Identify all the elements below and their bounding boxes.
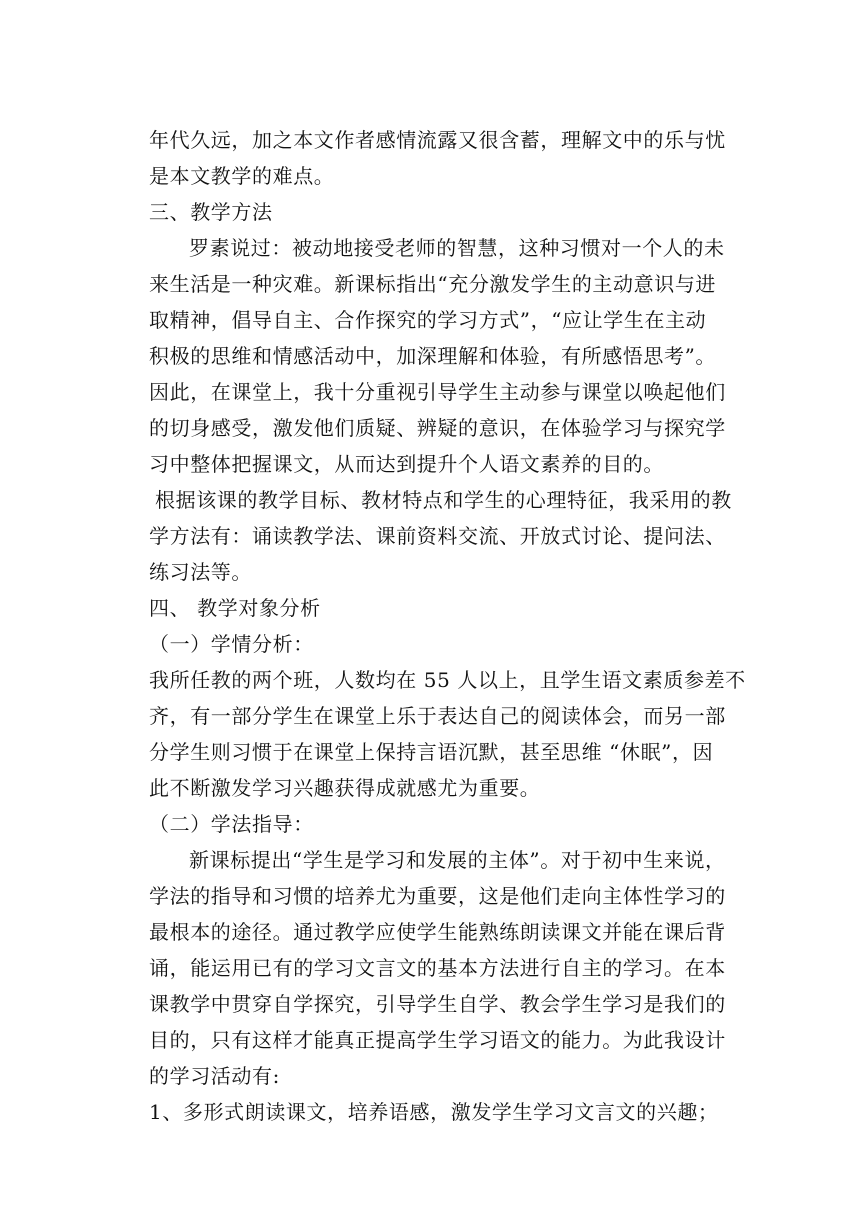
subsection-heading: （二）学法指导： (149, 812, 314, 836)
list-item: 1、多形式朗读课文，培养语感，激发学生学习文言文的兴趣； (149, 1100, 719, 1124)
text-line: 习中整体把握课文，从而达到提升个人语文素养的目的。 (149, 452, 664, 476)
text-line: 罗素说过：被动地接受老师的智慧，这种习惯对一个人的未 (189, 236, 725, 260)
text-line: 根据该课的教学目标、教材特点和学生的心理特征，我采用的教 (155, 488, 732, 512)
text-line: 年代久远，加之本文作者感情流露又很含蓄，理解文中的乐与忧 (149, 128, 726, 152)
text-line: 学方法有：诵读教学法、课前资料交流、开放式讨论、提问法、 (149, 524, 726, 548)
text-line: 课教学中贯穿自学探究，引导学生自学、教会学生学习是我们的 (149, 992, 726, 1016)
section-heading: 三、教学方法 (149, 200, 273, 224)
text-line: 最根本的途径。通过教学应使学生能熟练朗读课文并能在课后背 (149, 920, 726, 944)
text-line: 因此，在课堂上，我十分重视引导学生主动参与课堂以唤起他们 (149, 380, 726, 404)
text-line: 目的，只有这样才能真正提高学生学习语文的能力。为此我设计 (149, 1028, 726, 1052)
text-line: 学法的指导和习惯的培养尤为重要，这是他们走向主体性学习的 (149, 884, 726, 908)
text-line: 的切身感受，激发他们质疑、辨疑的意识，在体验学习与探究学 (149, 416, 726, 440)
text-line: 取精神，倡导自主、合作探究的学习方式”，“应让学生在主动 (149, 308, 707, 332)
text-line: 此不断激发学习兴趣获得成就感尤为重要。 (149, 776, 541, 800)
text-line: 积极的思维和情感活动中，加深理解和体验，有所感悟思考”。 (149, 344, 717, 368)
text-line: 的学习活动有: (149, 1064, 280, 1088)
text-line: 分学生则习惯于在课堂上保持言语沉默，甚至思维 “休眠”，因 (149, 740, 714, 764)
text-line: 是本文教学的难点。 (149, 164, 335, 188)
section-heading: 四、 教学对象分析 (149, 596, 321, 620)
text-line: 我所任教的两个班，人数均在 55 人以上，且学生语文素质参差不 (149, 668, 746, 692)
text-line: 齐，有一部分学生在课堂上乐于表达自己的阅读体会，而另一部 (149, 704, 726, 728)
text-line: 练习法等。 (149, 560, 252, 584)
subsection-heading: （一）学情分析： (149, 632, 314, 656)
text-line: 新课标提出“学生是学习和发展的主体”。对于初中生来说， (189, 848, 726, 872)
text-line: 诵，能运用已有的学习文言文的基本方法进行自主的学习。在本 (149, 956, 726, 980)
text-line: 来生活是一种灾难。新课标指出“充分激发学生的主动意识与进 (149, 272, 717, 296)
